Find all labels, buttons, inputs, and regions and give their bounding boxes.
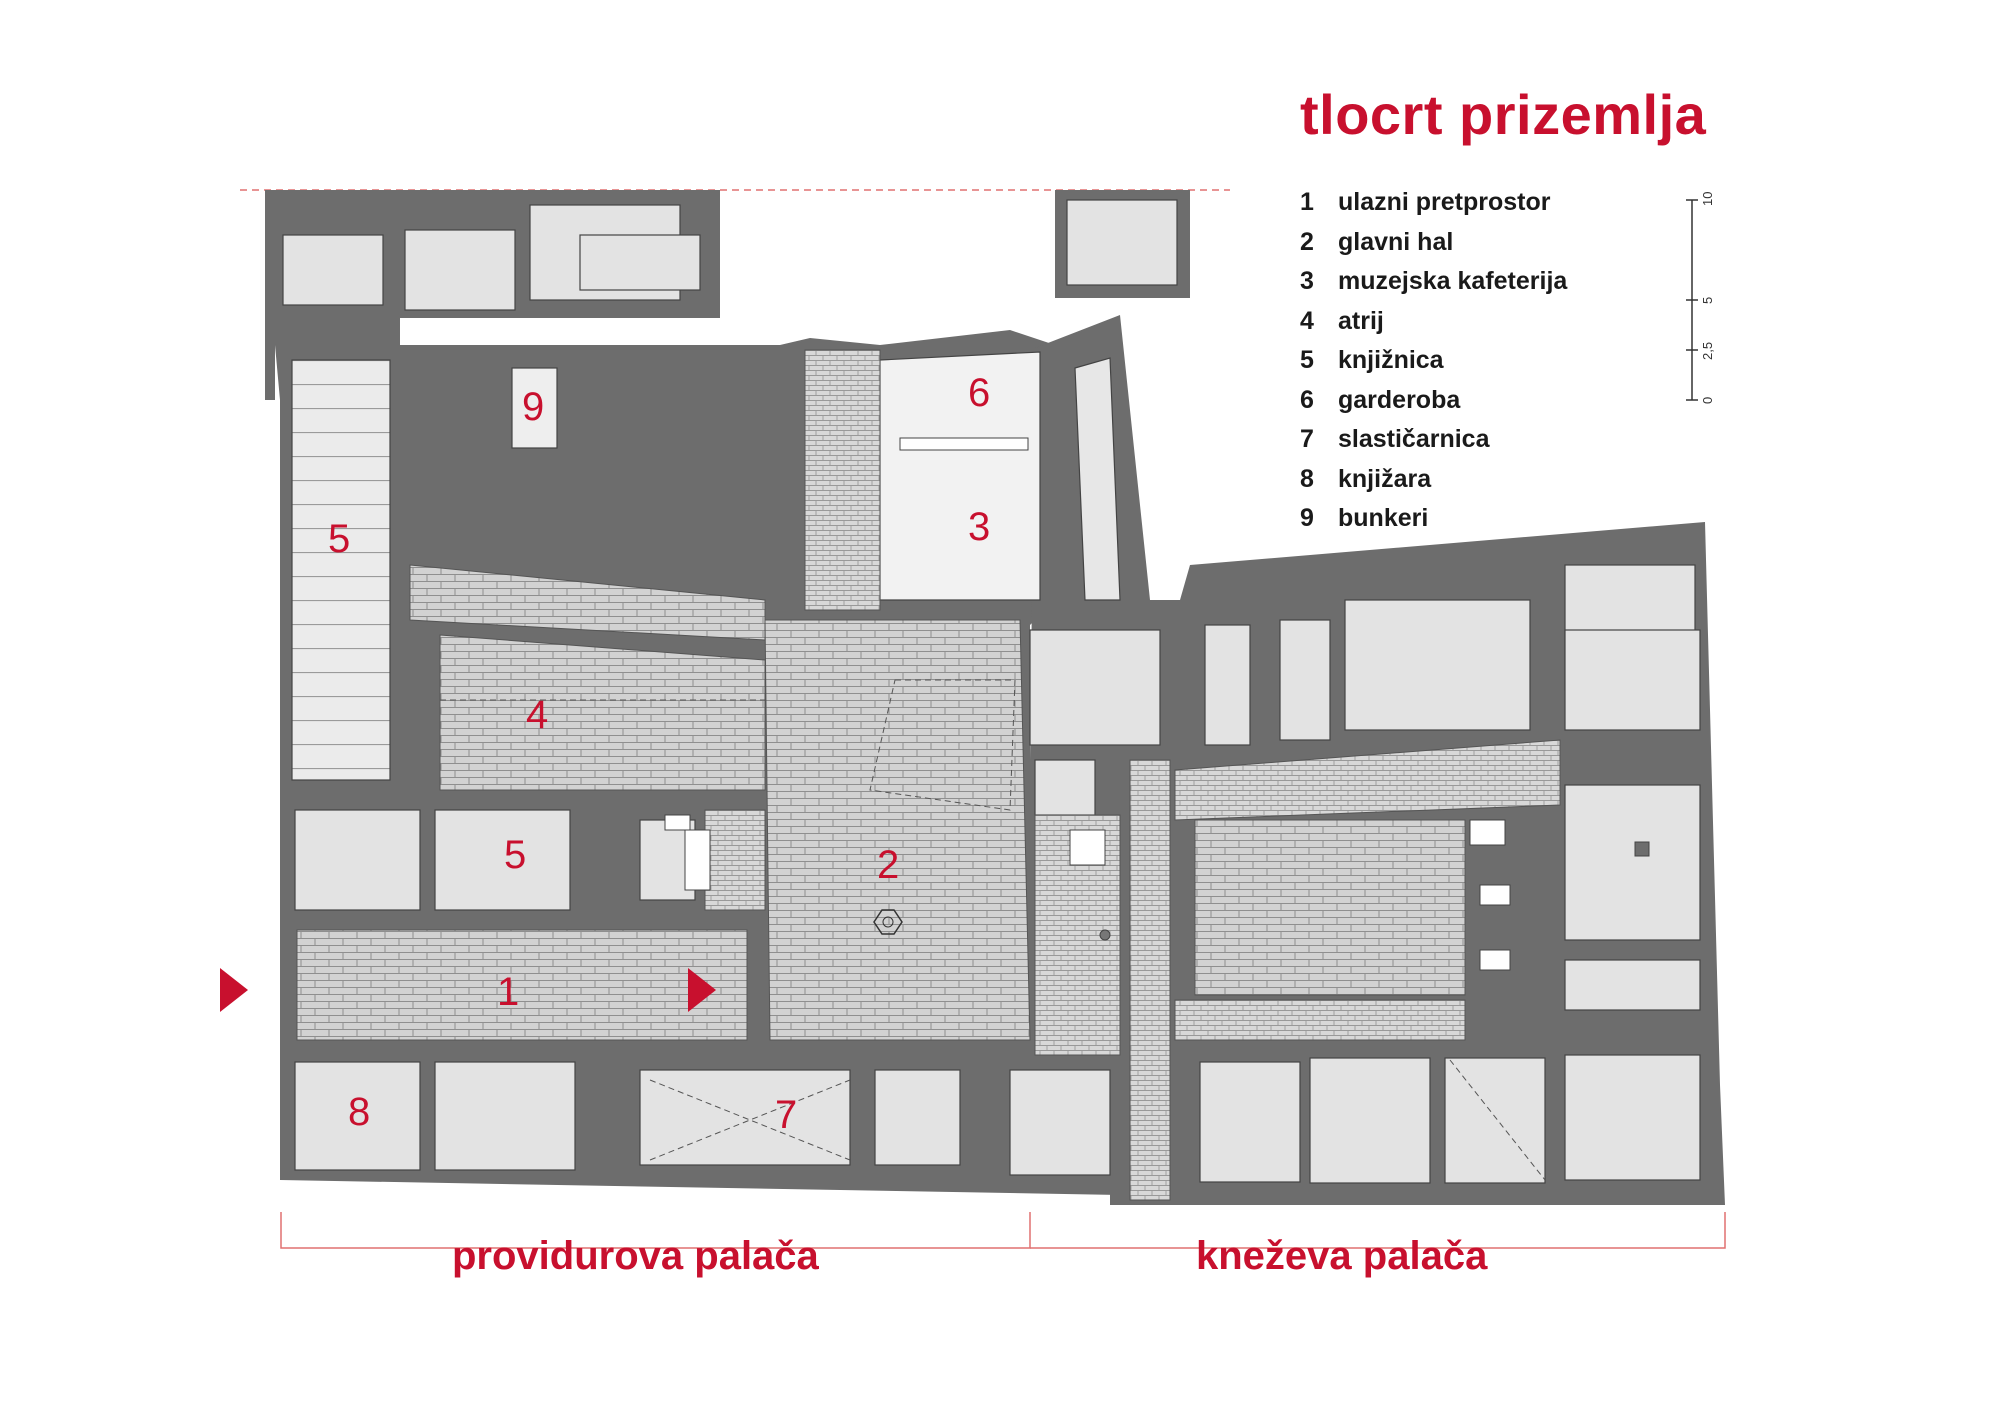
room-label-8: 8 (348, 1090, 371, 1134)
legend-item (1300, 228, 1567, 268)
legend-item (1300, 465, 1567, 505)
legend-number: 5 (1300, 346, 1314, 374)
palace-label-providur: providurova palača (452, 1234, 819, 1278)
room-label-6: 6 (968, 371, 991, 415)
legend-number: 3 (1300, 267, 1314, 295)
legend-item (1300, 188, 1567, 228)
cafe-counter (900, 438, 1028, 450)
scale-label-2-5: 2,5 (1700, 341, 1715, 360)
room-label-7: 7 (775, 1093, 798, 1137)
room-label-5b: 5 (504, 833, 527, 877)
legend-item (1300, 307, 1567, 347)
legend-label: bunkeri (1338, 504, 1429, 532)
scale-label-5: 5 (1700, 296, 1715, 304)
legend-number: 8 (1300, 464, 1314, 493)
legend-number: 1 (1300, 188, 1314, 216)
legend-item (1300, 346, 1567, 386)
legend-item (1300, 425, 1567, 465)
legend-number: 9 (1300, 504, 1314, 532)
legend-number: 2 (1300, 227, 1314, 256)
room-label-9: 9 (522, 385, 545, 429)
room-label-2: 2 (877, 843, 900, 887)
legend-label: glavni hal (1338, 227, 1454, 256)
room-label-3: 3 (968, 505, 991, 549)
legend-number: 6 (1300, 385, 1314, 414)
legend-label: ulazni pretprostor (1338, 188, 1551, 216)
legend-label: muzejska kafeterija (1338, 267, 1568, 295)
scale-label-0: 0 (1700, 396, 1715, 404)
scale-label-10: 10 (1700, 191, 1715, 206)
palace-label-knez: kneževa palača (1196, 1234, 1488, 1278)
scale-bar (1686, 192, 1715, 404)
legend-label: knjižara (1338, 464, 1432, 493)
legend-item (1300, 386, 1567, 426)
room-label-4: 4 (526, 693, 549, 737)
legend-number: 7 (1300, 425, 1314, 453)
entrance-arrow-outer (220, 968, 248, 1012)
legend-label: garderoba (1338, 385, 1461, 414)
legend (1300, 188, 1567, 544)
legend-label: atrij (1338, 306, 1384, 335)
legend-item (1300, 504, 1567, 544)
legend-item (1300, 267, 1567, 307)
room-label-1: 1 (497, 970, 520, 1014)
plan-title: tlocrt prizemlja (1300, 83, 1707, 146)
legend-label: slastičarnica (1338, 425, 1490, 453)
room-label-5a: 5 (328, 517, 351, 561)
legend-number: 4 (1300, 306, 1314, 335)
legend-label: knjižnica (1338, 346, 1444, 374)
